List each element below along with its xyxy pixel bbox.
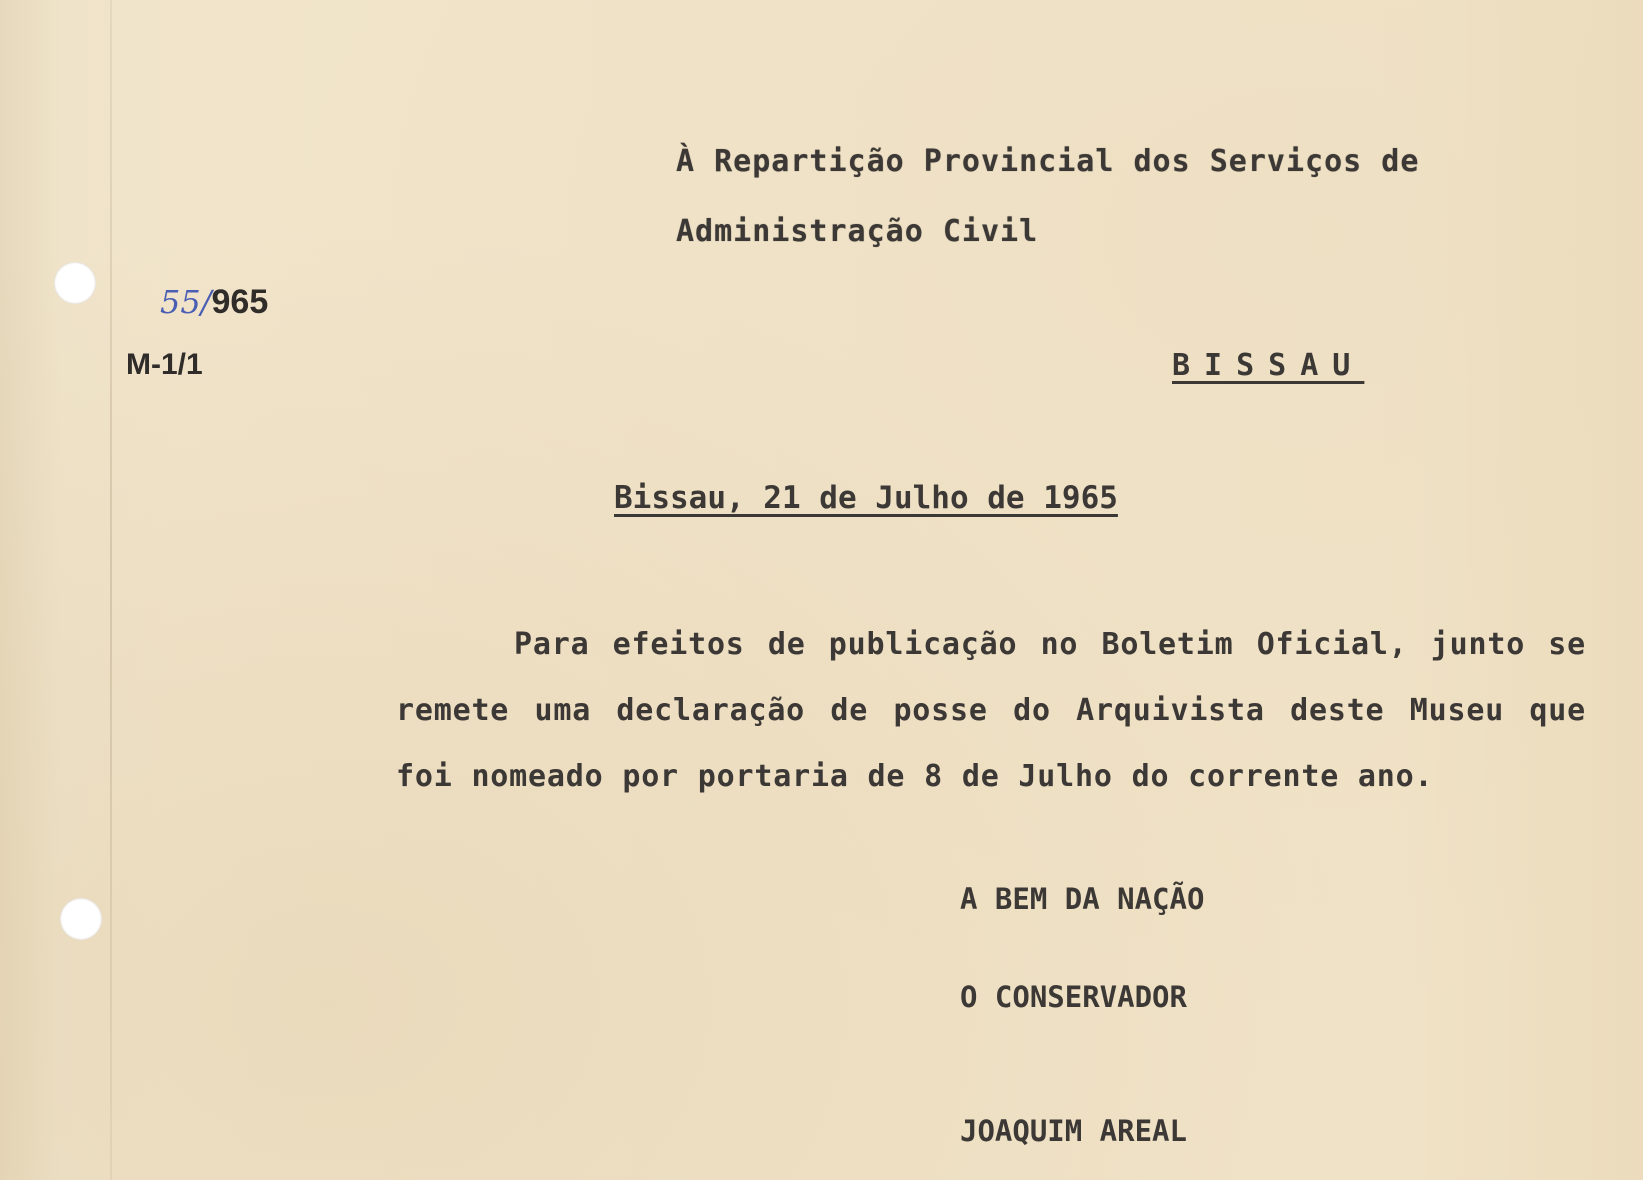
punch-hole-top <box>54 262 96 304</box>
reference-number <box>160 282 268 322</box>
closing-salutation: A BEM DA NAÇÃO <box>960 882 1205 916</box>
page-fold-line <box>110 0 112 1180</box>
city-heading: BISSAU <box>1172 348 1365 383</box>
reference-handwritten: 55/ <box>160 283 212 321</box>
reference-code: M-1/1 <box>126 348 203 381</box>
signer-title: O CONSERVADOR <box>960 980 1187 1014</box>
addressee-line-2: Administração Civil <box>676 214 1039 249</box>
reference-typed: 965 <box>211 283 269 321</box>
punch-hole-bottom <box>60 898 102 940</box>
letter-date: Bissau, 21 de Julho de 1965 <box>614 480 1118 516</box>
signer-name: JOAQUIM AREAL <box>960 1114 1187 1148</box>
letter-body: Para efeitos de publicação no Boletim Oficial, junto se remete uma declaração de posse do Arquivista deste Museu que foi nomeado por portaria de 8 de Julho do corrente ano. <box>396 627 1586 794</box>
addressee-line-1: À Repartição Provincial dos Serviços de <box>676 144 1420 179</box>
